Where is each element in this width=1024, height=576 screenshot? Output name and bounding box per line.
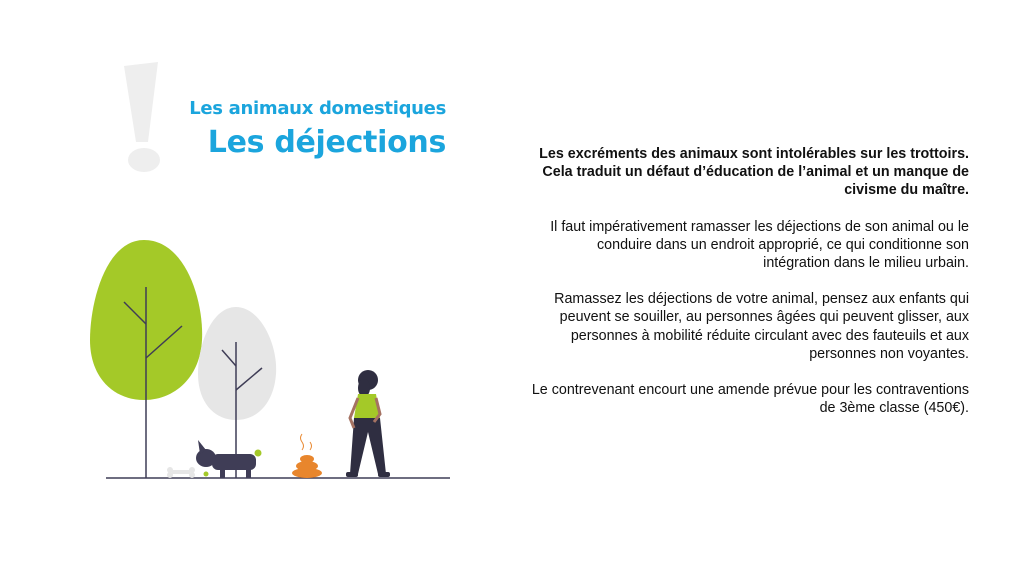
paragraph: Il faut impérativement ramasser les déjections de son animal ou le conduire dans un endroit approprié, ce qui conditionne son intégration dans le milieu urbain. [550,218,969,272]
lead-paragraph: Les excréments des animaux sont intolérables sur les trottoirs. Cela traduit un défaut d’éducation de l’animal et un manque de civisme du maître. [539,146,969,199]
paragraph: Le contrevenant encourt une amende prévue pour les contraventions de 3ème classe (450€). [531,382,969,417]
content-text [529,145,969,435]
bone-icon [167,467,195,478]
illustration [88,232,458,488]
title-block [189,97,446,163]
dog-poop-icon [292,434,322,478]
tree-icon [90,240,202,478]
paragraph: Ramassez les déjections de votre animal, pensez aux enfants qui peuvent se souiller, au personnes âgées qui peuvent glisser, aux personnes à mobilité réduite circulant avec des fauteuils et aux personnes non voyantes. [554,291,969,362]
page-title: Les déjections [207,125,446,160]
woman-walking-icon [346,370,390,477]
dog-icon [196,440,262,478]
exclamation-mark-icon [118,62,178,174]
page-subtitle: Les animaux domestiques [189,98,446,119]
